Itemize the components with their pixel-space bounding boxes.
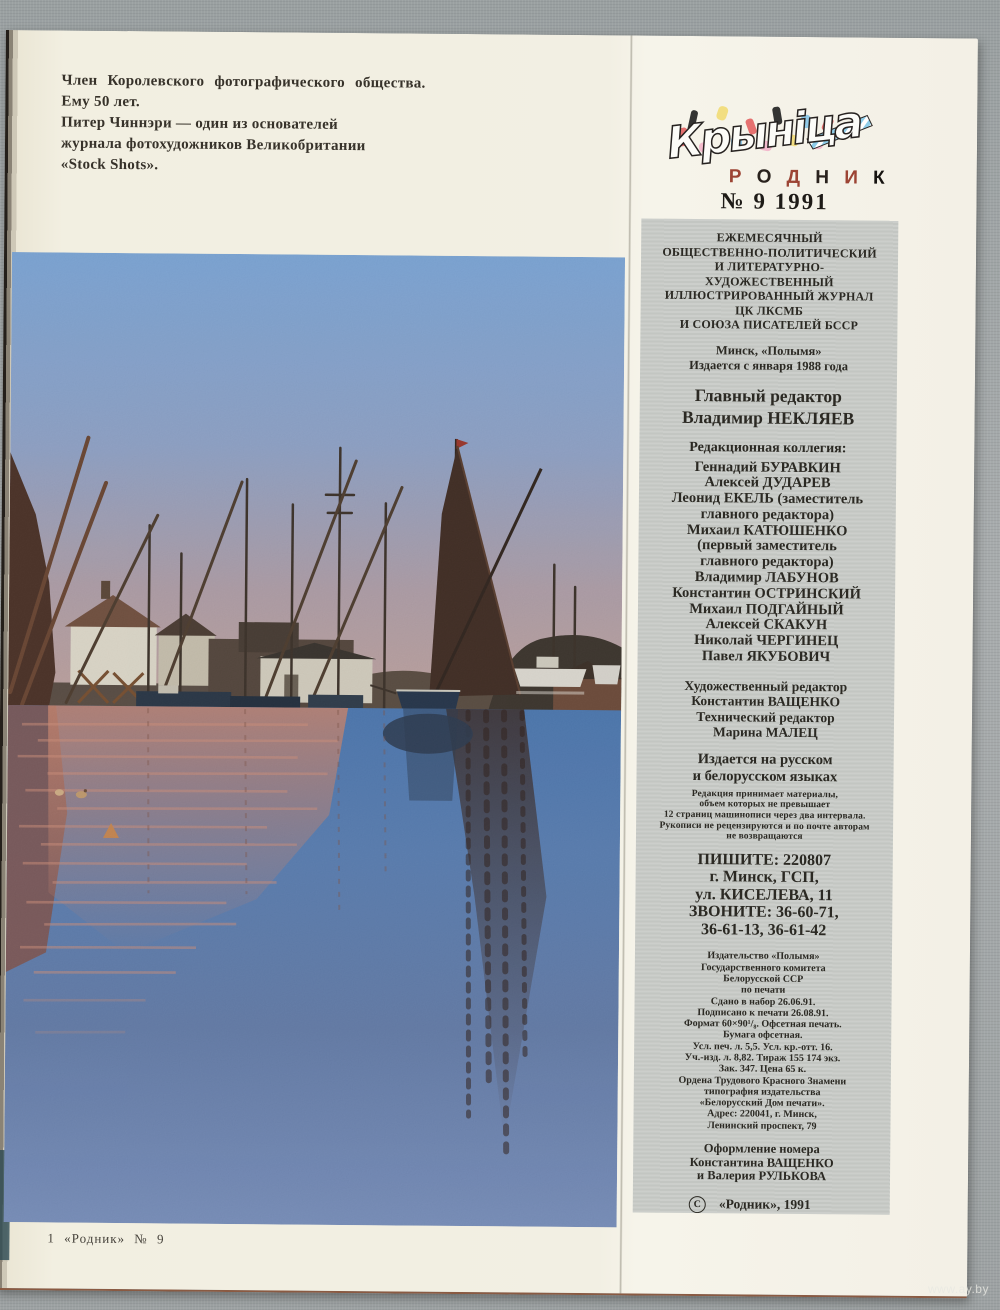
- publisher-info: [646, 342, 891, 374]
- text-line: и белорусском языках: [692, 768, 838, 786]
- copyright-text: «Родник», 1991: [718, 1196, 811, 1213]
- text-line: ЕЖЕМЕСЯЧНЫЙ: [716, 230, 823, 246]
- text-line: Сдано в набор 26.06.91.: [710, 995, 816, 1008]
- text-line: ИЛЛЮСТРИРОВАННЫЙ ЖУРНАЛ: [664, 287, 874, 304]
- editorial-board-list: [643, 459, 890, 666]
- issue-design-credits: [639, 1142, 884, 1185]
- text-line: Член Королевского фотографического общества.: [61, 72, 426, 92]
- text-line: по печати: [740, 984, 786, 997]
- scan-watermark: www.ay.by: [928, 1282, 989, 1296]
- photo-caption: [61, 70, 532, 179]
- text-line: Государственного комитета: [700, 961, 826, 974]
- text-line: Ему 50 лет.: [61, 93, 141, 111]
- board-member: Михаил КАТЮШЕНКО: [686, 521, 848, 540]
- text-line: г. Минск, ГСП,: [709, 868, 819, 887]
- text-line: Уч.-изд. л. 8,82. Тираж 155 174 экз.: [684, 1051, 841, 1065]
- rodnik-wordmark: [729, 166, 885, 189]
- text-line: Константин ВАЩЕНКО: [691, 693, 841, 710]
- text-line: Технический редактор: [696, 708, 835, 726]
- text-line: Белорусской ССР: [723, 973, 804, 985]
- krynica-script-text: Крынiца: [664, 96, 864, 170]
- text-line: Подписано к печати 26.08.91.: [697, 1006, 829, 1020]
- text-line: Рукописи не рецензируются и по почте авторам: [659, 820, 870, 833]
- board-member: Михаил ПОДГАЙНЫЙ: [689, 600, 844, 619]
- board-member: (первый заместитель: [697, 537, 837, 555]
- rodnik-letter: О: [756, 166, 772, 188]
- editors: [643, 677, 889, 741]
- text-line: Бумага офсетная.: [722, 1029, 803, 1042]
- text-line: Адрес: 220041, г. Минск,: [707, 1108, 817, 1121]
- copyright-icon: С: [689, 1196, 706, 1213]
- editorial-board-title: Редакционная коллегия:: [689, 439, 847, 456]
- text-line: Главный редактор: [694, 384, 843, 406]
- harbour-photo-art: [4, 252, 625, 1227]
- text-line: ул. КИСЕЛЕВА, 11: [695, 885, 833, 905]
- text-line: не возвращаются: [726, 831, 803, 843]
- board-member: Павел ЯКУБОВИЧ: [701, 648, 831, 666]
- text-line: И СОЮЗА ПИСАТЕЛЕЙ БССР: [679, 316, 859, 333]
- chief-editor: [646, 383, 891, 429]
- board-member: Алексей СКАКУН: [705, 616, 828, 634]
- text-line: Художественный редактор: [684, 677, 848, 695]
- submission-note: [642, 788, 887, 843]
- page-footer-label: 1 «Родник» № 9: [47, 1230, 165, 1247]
- text-line: Издается с января 1988 года: [689, 357, 849, 373]
- text-line: Владимир НЕКЛЯЕВ: [681, 406, 855, 428]
- board-member: Владимир ЛАБУНОВ: [694, 569, 839, 587]
- rodnik-letter: Д: [786, 166, 801, 188]
- text-line: ХУДОЖЕСТВЕННЫЙ: [704, 273, 834, 289]
- magazine-page: [0, 30, 978, 1298]
- text-line: 12 страниц машинописи через два интервала.: [663, 809, 866, 822]
- text-line: ПИШИТЕ: 220807: [697, 850, 832, 870]
- harbour-photograph: [4, 252, 625, 1227]
- text-line: объем которых не превышает: [699, 799, 831, 811]
- masthead: [646, 230, 892, 334]
- text-line: Усл. печ. л. 5,5. Усл. кр.-отт. 16.: [692, 1040, 833, 1053]
- text-line: ОБЩЕСТВЕННО-ПОЛИТИЧЕСКИЙ: [662, 244, 877, 261]
- rodnik-letter: И: [844, 167, 858, 189]
- imprint: [639, 950, 886, 1133]
- board-member: Николай ЧЕРГИНЕЦ: [694, 632, 839, 650]
- text-line: журнала фотохудожников Великобритании: [60, 135, 366, 155]
- issue-number: № 9 1991: [720, 188, 829, 215]
- text-line: ЦК ЛКСМБ: [735, 302, 804, 318]
- colophon-panel: [633, 219, 899, 1215]
- text-line: и Валерия РУЛЬКОВА: [696, 1168, 827, 1184]
- text-line: Издается на русском: [697, 750, 833, 769]
- board-member: Геннадий БУРАВКИН: [694, 458, 841, 476]
- rodnik-letter: Р: [728, 166, 742, 188]
- board-member: Леонид ЕКЕЛЬ (заместитель: [671, 489, 864, 508]
- text-line: «Stock Shots».: [60, 156, 159, 174]
- board-member: главного редактора): [700, 553, 834, 571]
- rodnik-letter: К: [872, 167, 885, 189]
- board-member: Алексей ДУДАРЕВ: [704, 474, 831, 492]
- text-line: Ленинский проспект, 79: [707, 1119, 817, 1132]
- text-line: Питер Чиннэри — один из основателей: [61, 114, 339, 133]
- text-line: 36-61-13, 36-61-42: [700, 920, 827, 940]
- languages-note: [642, 750, 887, 787]
- rodnik-letter: Н: [815, 167, 830, 189]
- text-line: Формат 60×90¹/₈. Офсетная печать.: [683, 1018, 842, 1031]
- text-line: «Белорусский Дом печати».: [699, 1097, 825, 1110]
- board-member: Константин ОСТРИНСКИЙ: [672, 584, 862, 603]
- text-line: И ЛИТЕРАТУРНО-: [714, 259, 825, 275]
- text-line: Константина ВАЩЕНКО: [689, 1154, 834, 1170]
- text-line: Оформление номера: [703, 1141, 820, 1157]
- text-line: Издательство «Полымя»: [707, 950, 820, 963]
- contact-info: [641, 850, 887, 940]
- text-line: Ордена Трудового Красного Знамени: [678, 1074, 847, 1087]
- text-line: Зак. 347. Цена 65 к.: [718, 1063, 807, 1076]
- text-line: Минск, «Полымя»: [715, 342, 822, 358]
- text-line: Редакция принимает материалы,: [691, 788, 839, 801]
- text-line: Марина МАЛЕЦ: [712, 724, 818, 741]
- text-line: типография издательства: [703, 1086, 821, 1099]
- text-line: ЗВОНИТЕ: 36-60-71,: [688, 903, 839, 922]
- copyright-line: [639, 1195, 884, 1214]
- board-member: главного редактора): [700, 505, 835, 524]
